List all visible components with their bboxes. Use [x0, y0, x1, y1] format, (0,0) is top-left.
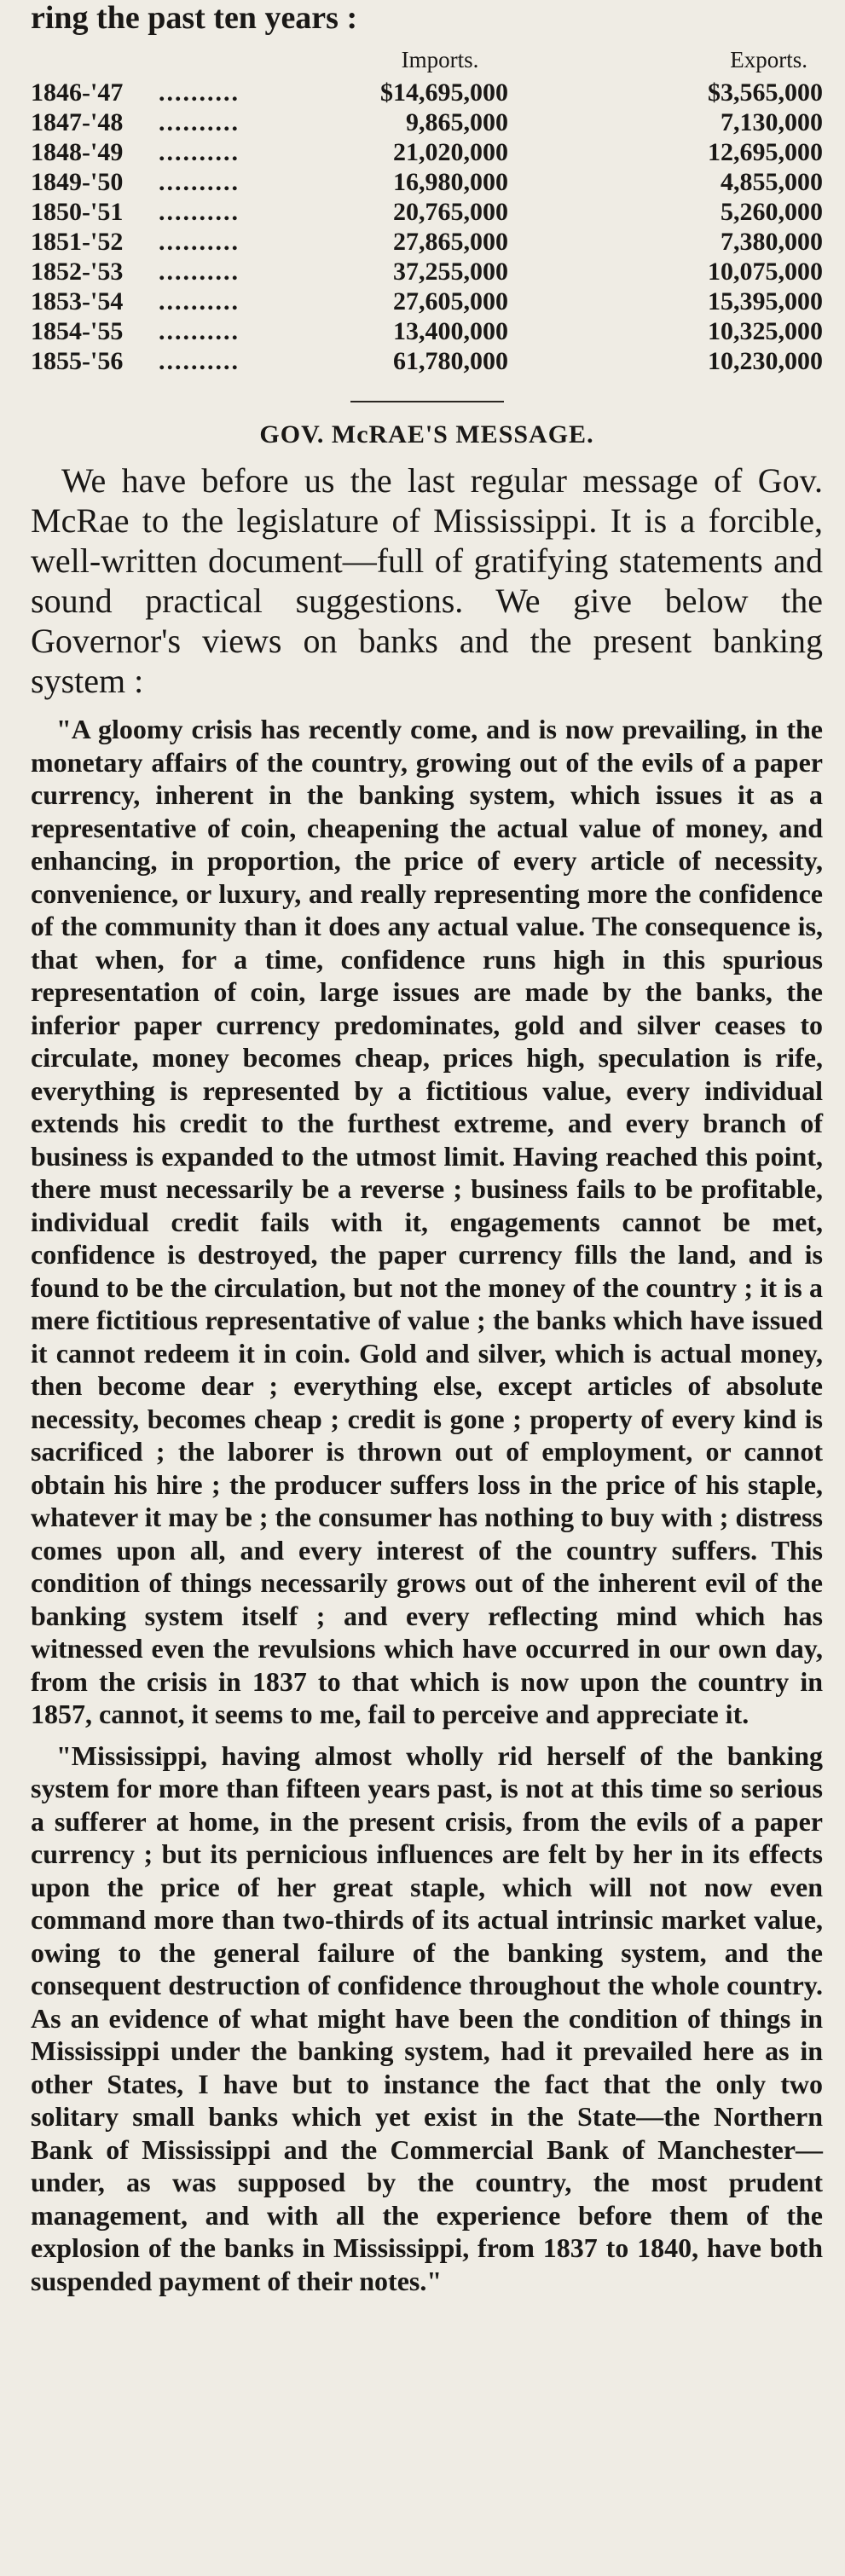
row-exports: 12,695,000 [708, 138, 823, 166]
table-row [31, 138, 823, 168]
row-year: 1855-'56 [31, 347, 124, 375]
intro-line: ring the past ten years : [31, 0, 358, 36]
article-lead-paragraph: We have before us the last regular message of Gov. McRae to the legislature of Mississippi. It is a forcible, well-written document—full of gratifying statements and sound practical suggestions. We give below the Governor's views on banks and the present banking system : [31, 461, 823, 700]
dot-leader: .......... [159, 258, 240, 286]
table-row [31, 78, 823, 108]
year-column-header [31, 46, 218, 78]
trade-table [31, 78, 823, 377]
table-row [31, 287, 823, 317]
row-exports: 4,855,000 [721, 168, 823, 196]
row-year: 1847-'48 [31, 108, 124, 136]
row-year: 1846-'47 [31, 78, 124, 107]
table-row [31, 228, 823, 258]
dot-leader: .......... [159, 168, 240, 196]
section-divider [350, 401, 504, 402]
row-imports: 37,255,000 [393, 258, 508, 286]
row-exports: 10,325,000 [708, 317, 823, 345]
row-year: 1852-'53 [31, 258, 124, 286]
row-year: 1851-'52 [31, 228, 124, 256]
dot-leader: .......... [159, 228, 240, 256]
row-exports: 5,260,000 [721, 198, 823, 226]
dot-leader: .......... [159, 287, 240, 315]
row-exports: $3,565,000 [708, 78, 823, 107]
table-row [31, 347, 823, 377]
imports-column-header: Imports. [401, 47, 479, 72]
quoted-paragraph: "Mississippi, having almost wholly rid herself of the banking system for more than fifteen years past, is not at this time so serious a sufferer at home, in the present crisis, from the evils of a paper currency ; but its pernicious influences are felt by her in its effects upon the price of her great staple, which will not now even command more than two-thirds of its actual intrinsic market value, owing to the general failure of the banking system, and the consequent destruction of confidence throughout the whole country. As an evidence of what might have been the condition of things in Mississippi under the banking system, had it prevailed here as in other States, I have but to instance the fact that the only two solitary small banks which yet exist in the State—the Northern Bank of Mississippi and the Commercial Bank of Manchester—under, as was supposed by the country, the most prudent management, and with all the experience before them of the explosion of the banks in Mississippi, from 1837 to 1840, have both suspended payment of their notes." [31, 1740, 823, 2296]
row-exports: 7,130,000 [721, 108, 823, 136]
row-imports: $14,695,000 [380, 78, 508, 107]
quoted-paragraph: "A gloomy crisis has recently come, and is now prevailing, in the monetary affairs of the country, growing out of the evils of a paper currency, inherent in the banking system, which issues it as a representative of coin, cheapening the actual value of money, and enhancing, in proportion, the price of every article of necessity, convenience, or luxury, and really representing more the confidence of the community than it does any actual value. The consequence is, that when, for a time, confidence runs high in this spurious representation of coin, large issues are made by the banks, the inferior paper currency predominates, gold and silver ceases to circulate, money becomes cheap, prices high, speculation is rife, everything is represented by a fictitious value, every individual extends his credit to the furthest extreme, and every branch of business is expanded to the utmost limit. Having reached this point, there must necessarily be a reverse ; business fails to be profitable, individual credit fails with it, engagements cannot be met, confidence is destroyed, the paper currency fills the land, and is found to be the circulation, but not the money of the country ; it is a mere fictitious representative of value ; the banks which have issued it cannot redeem it in coin. Gold and silver, which is actual money, then become dear ; everything else, except articles of absolute necessity, becomes cheap ; credit is gone ; property of every kind is sacrificed ; the laborer is thrown out of employment, or cannot obtain his hire ; the producer suffers loss in the price of his staple, whatever it may be ; the consumer has nothing to buy with ; distress comes upon all, and every interest of the country suffers. This condition of things necessarily grows out of the inherent evil of the banking system itself ; and every reflecting mind which has witnessed even the revulsions which have occurred in our own day, from the crisis in 1837 to that which is now upon the country in 1857, cannot, it seems to me, fail to perceive and appreciate it. [31, 714, 823, 1729]
table-row [31, 168, 823, 198]
dot-leader: .......... [159, 78, 240, 107]
row-year: 1848-'49 [31, 138, 124, 166]
table-row [31, 108, 823, 138]
row-imports: 27,865,000 [393, 228, 508, 256]
row-imports: 27,605,000 [393, 287, 508, 315]
row-imports: 61,780,000 [393, 347, 508, 375]
dot-leader: .......... [159, 317, 240, 345]
row-exports: 15,395,000 [708, 287, 823, 315]
row-year: 1849-'50 [31, 168, 124, 196]
row-imports: 21,020,000 [393, 138, 508, 166]
row-year: 1850-'51 [31, 198, 124, 226]
row-imports: 13,400,000 [393, 317, 508, 345]
dot-leader: .......... [159, 138, 240, 166]
table-row [31, 258, 823, 287]
row-year: 1854-'55 [31, 317, 124, 345]
dot-leader: .......... [159, 347, 240, 375]
article-title: GOV. McRAE'S MESSAGE. [259, 420, 594, 449]
dot-leader: .......... [159, 198, 240, 226]
trade-table-header [31, 46, 823, 78]
exports-column-header: Exports. [730, 47, 807, 72]
row-exports: 10,075,000 [708, 258, 823, 286]
row-exports: 10,230,000 [708, 347, 823, 375]
row-imports: 20,765,000 [393, 198, 508, 226]
row-imports: 9,865,000 [406, 108, 508, 136]
table-row [31, 317, 823, 347]
table-row [31, 198, 823, 228]
row-year: 1853-'54 [31, 287, 124, 315]
row-imports: 16,980,000 [393, 168, 508, 196]
dot-leader: .......... [159, 108, 240, 136]
row-exports: 7,380,000 [721, 228, 823, 256]
